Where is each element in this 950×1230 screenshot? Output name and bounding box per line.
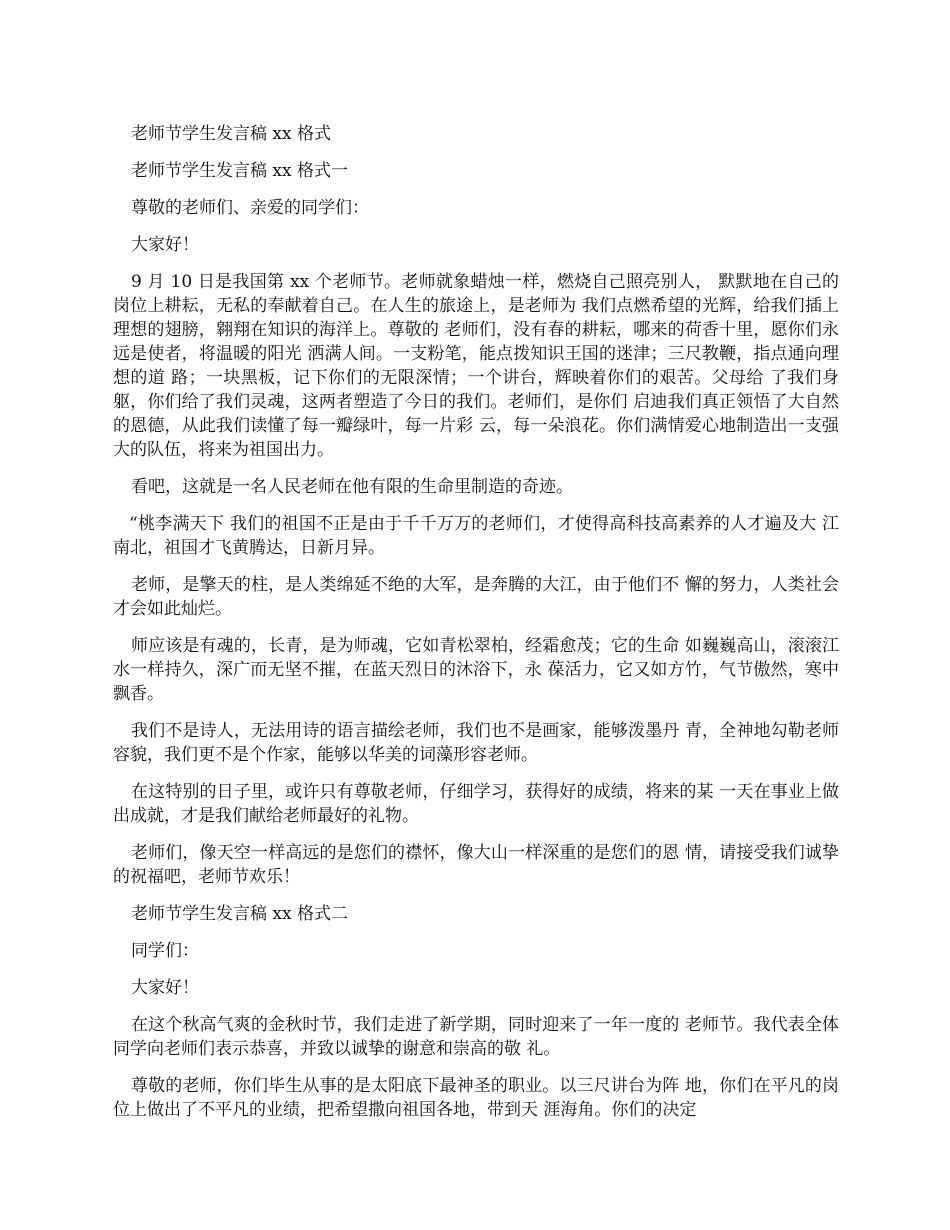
body-paragraph: 在这个秋高气爽的金秋时节，我们走进了新学期，同时迎来了一年一度的 老师节。我代表全体同学向老师们表示恭喜，并致以诚挚的谢意和崇高的敬 礼。 [113,1015,839,1059]
body-paragraph: 在这特别的日子里，或许只有尊敬老师，仔细学习，获得好的成绩，将来的某 一天在事业上做出成就，才是我们献给老师最好的礼物。 [113,782,839,826]
body-paragraph: 9 月 10 日是我国第 xx 个老师节。老师就象蜡烛一样，燃烧自己照亮别人， 默默地在自己的岗位上耕耘，无私的奉献着自己。在人生的旅途上，是老师为 我们点燃希望的光辉，给我们插上理想的翅膀，翱翔在知识的海洋上。尊敬的 老师们，没有春的耕耘，哪来的荷香十里，愿你们永远是使者，将温暖的阳光 洒满人间。一支粉笔，能点拨知识王国的迷津；三尺教鞭，指点通向理想的道 路；一块黑板，记下你们的无限深情；一个讲台，辉映着你们的艰苦。父母给 了我们身躯，你们给了我们灵魂，这两者塑造了今日的我们。老师们，是你们 启迪我们真正领悟了大自然的恩德，从此我们读懂了每一瓣绿叶，每一片彩 云，每一朵浪花。你们满情爱心地制造出一支强大的队伍，将来为祖国出力。 [113,272,839,460]
document-title: 老师节学生发言稿 xx 格式 [131,124,331,144]
body-paragraph: 看吧，这就是一名人民老师在他有限的生命里制造的奇迹。 [131,477,573,497]
body-paragraph: 我们不是诗人，无法用诗的语言描绘老师，我们也不是画家，能够泼墨丹 青，全神地勾勒老师容貌，我们更不是个作家，能够以华美的词藻形容老师。 [113,721,839,765]
body-paragraph: 尊敬的老师，你们毕生从事的是太阳底下最神圣的职业。以三尺讲台为阵 地，你们在平凡的岗位上做出了不平凡的业绩，把希望撒向祖国各地，带到天 涯海角。你们的决定 [113,1076,839,1120]
document-page [113,122,839,1135]
body-paragraph: “桃李满天下 我们的祖国不正是由于千千万万的老师们，才使得高科技高素养的人才遍及大 江南北，祖国才飞黄腾达，日新月异。 [113,514,839,558]
salutation: 尊敬的老师们、亲爱的同学们： [131,198,369,218]
greeting: 大家好！ [131,978,199,998]
salutation: 同学们： [131,941,199,961]
body-paragraph: 老师们，像天空一样高远的是您们的襟怀，像大山一样深重的是您们的恩 情，请接受我们诚挚的祝福吧，老师节欢乐！ [113,843,839,887]
greeting: 大家好！ [131,235,199,255]
section-heading-2: 老师节学生发言稿 xx 格式二 [131,904,348,924]
body-paragraph: 师应该是有魂的，长青，是为师魂，它如青松翠柏，经霜愈茂；它的生命 如巍巍高山，滚滚江水一样持久，深广而无坚不摧，在蓝天烈日的沐浴下，永 葆活力，它又如方竹，气节傲然，寒中飘香。 [113,636,839,704]
section-heading-1: 老师节学生发言稿 xx 格式一 [131,161,348,181]
body-paragraph: 老师，是擎天的柱，是人类绵延不绝的大军，是奔腾的大江，由于他们不 懈的努力，人类社会才会如此灿烂。 [113,575,839,619]
